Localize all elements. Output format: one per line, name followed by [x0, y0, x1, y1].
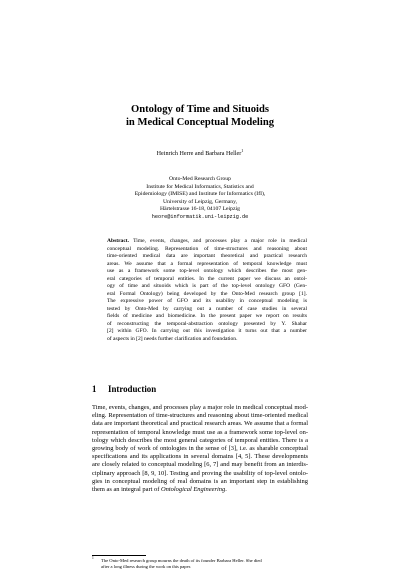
footnote-line: after a long illness during the work on this paper. — [101, 564, 192, 569]
body-line-text: . — [225, 486, 227, 494]
abstract-line: fields of medicine and biomedicine. In the present paper we report on results — [107, 313, 307, 320]
abstract-line: eral categories of temporal entities. In the current paper we discuss an ontol- — [107, 275, 307, 282]
body-line: growing body of work of ontologies in the sense of [3], i.e. as sharable conceptual — [92, 445, 308, 453]
body-line — [92, 486, 308, 494]
body-line-text: them as an integral part of — [92, 486, 161, 494]
abstract-line: time-oriented medical data are important theoretical and practical research — [107, 253, 307, 260]
section-number: 1 — [92, 384, 97, 394]
abstract-line: eral Formal Ontology) being developed by the Onto-Med research group [1]. — [107, 290, 307, 297]
author-names-text: Heinrich Herre and Barbara Heller — [156, 151, 242, 157]
affiliation-line: University of Leipzig, Germany, — [162, 198, 238, 205]
emphasis-term: Ontological Engineering — [161, 486, 226, 494]
body-line: specifications and its applications in several domains [4, 5]. These developments — [92, 453, 308, 461]
body-line: ciplinary approach [8, 9, 10]. Testing and proving the usability of top-level ontolo- — [92, 469, 308, 477]
affiliation-line: Onto-Med Research Group — [169, 176, 231, 182]
author-names — [40, 147, 360, 158]
body-line: tology which describes the most general categories of temporal entities. There is a — [92, 436, 308, 444]
author-footnote-mark: 1 — [241, 147, 244, 153]
body-line: representation of temporal knowledge must use as a framework some top-level on- — [92, 428, 308, 436]
affiliation-line: Institute for Medical Informatics, Statistics and — [146, 183, 254, 190]
author-email: heore@informatik.uni-leipzig.de — [151, 213, 249, 220]
footnote-line: 1 The Onto-Med research group mourns the death of its founder Barbara Heller. She died — [92, 556, 262, 563]
abstract-line: conceptual modeling. Representation of time-structures and reasoning about — [107, 245, 307, 252]
abstract-line: of reconstructing the temporal-abstraction ontology presented by Y. Shahar — [107, 320, 307, 327]
paper-title — [40, 103, 360, 129]
abstract-line-text: Time, events, changes, and processes play a major role in medical — [133, 238, 307, 244]
body-line: Time, events, changes, and processes play a major role in medical conceptual mod- — [92, 404, 308, 411]
affiliation-block — [40, 176, 360, 222]
abstract-line: of aspects in [2] needs further clarification and foundation. — [107, 335, 238, 342]
abstract-label: Abstract. — [107, 238, 130, 244]
affiliation-line: Epidemiology (IMISE) and Institute for Informatics (IfI), — [134, 191, 266, 198]
title-line-1: Ontology of Time and Situoids — [131, 104, 269, 115]
title-line-2: in Medical Conceptual Modeling — [125, 117, 275, 128]
section-title: Introduction — [108, 384, 157, 394]
abstract-line: ogy of time and situoids which is part of the top-level ontology GFO (Gen- — [107, 283, 307, 290]
body-line: eling. Representation of time-structures and reasoning about time-oriented medical — [92, 412, 308, 420]
body-line: gies in conceptual modeling of real domains is an important step in establishing — [92, 477, 308, 485]
abstract-line: areas. We assume that a formal representation of temporal knowledge must — [107, 260, 307, 267]
body-line: data are important theoretical and practical research areas. We assume that a formal — [92, 420, 308, 428]
footnote-text: The Onto-Med research group mourns the death of its founder Barbara Heller. She died — [101, 558, 262, 563]
body-line: are closely related to conceptual modeling [6, 7] and may benefit from an interdis- — [92, 461, 308, 469]
abstract-line — [107, 238, 307, 246]
body-paragraph — [92, 404, 308, 494]
abstract-line: use as a framework some top-level ontology which describes the most gen- — [107, 268, 307, 275]
section-heading — [92, 384, 156, 395]
footnote — [92, 558, 308, 570]
footnote-divider — [92, 555, 146, 556]
affiliation-line: Härtelstrasse 16-18, 04107 Leipzig — [160, 206, 240, 213]
abstract-line: tested by Onto-Med by carrying out a number of case studies in several — [107, 305, 307, 312]
abstract-block — [107, 238, 307, 343]
abstract-line: [2] within GFO. In carrying out this investigation it turns out that a number — [107, 328, 307, 335]
abstract-line: The expressive power of GFO and its usability in conceptual modeling is — [107, 298, 307, 305]
